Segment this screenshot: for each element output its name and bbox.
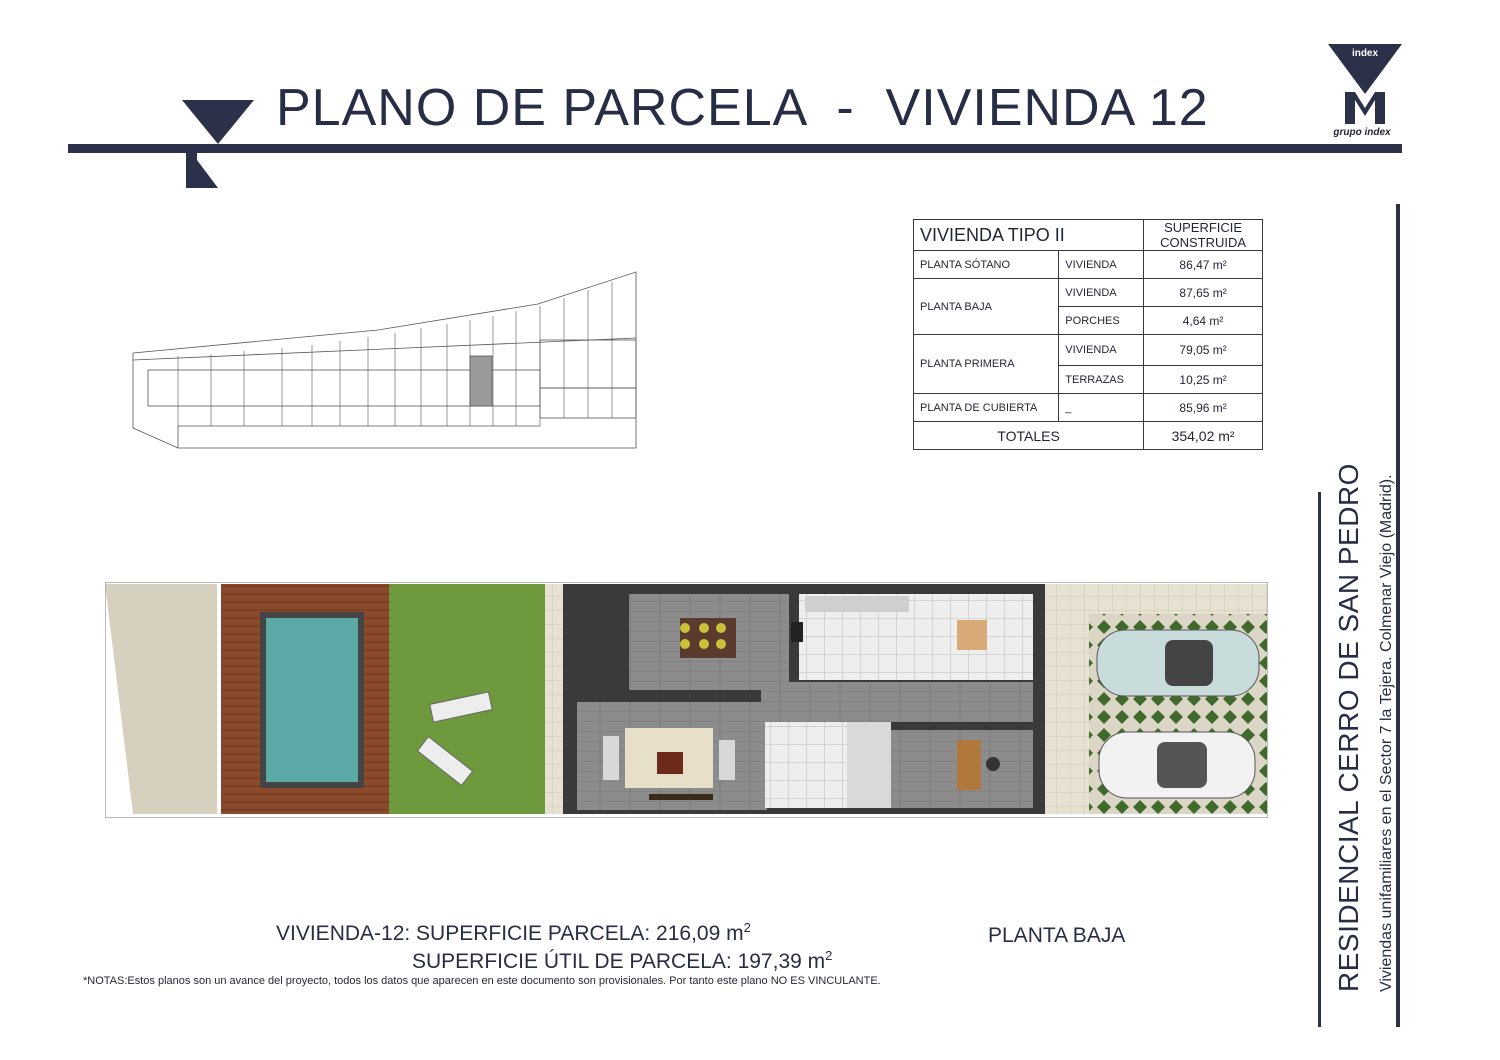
kitchen-counter — [805, 596, 909, 612]
table-row — [914, 335, 1263, 366]
use-cell: PORCHES — [1059, 307, 1144, 335]
sofa — [603, 736, 619, 780]
stairs — [765, 722, 847, 808]
totals-value: 354,02 m² — [1144, 422, 1263, 450]
parcel-surface-unit-exponent: 2 — [743, 920, 751, 935]
area-cell: 79,05 m² — [1144, 335, 1263, 366]
office-chair — [986, 757, 1000, 771]
level-cell: PLANTA BAJA — [914, 279, 1059, 335]
front-porch — [1045, 584, 1067, 814]
area-cell: 85,96 m² — [1144, 394, 1263, 422]
coffee-table — [657, 752, 683, 774]
brand-logo-text: index — [1351, 48, 1379, 59]
parcel-useful-surface — [412, 948, 832, 974]
disclaimer-notes: *NOTAS:Estos planos son un avance del proyecto, todos los datos que aparecen en este documento son provisionales. Por tanto este plano NO ES VINCULANTE. — [83, 975, 881, 987]
totals-label: TOTALES — [914, 422, 1144, 450]
header-rule — [68, 144, 1402, 153]
car-bottom — [1099, 732, 1255, 798]
parcel-useful-unit-exponent: 2 — [825, 948, 833, 963]
column-header: SUPERFICIE CONSTRUIDA — [1144, 220, 1263, 251]
table-title: VIVIENDA TIPO II — [914, 220, 1144, 251]
ground-floor-plan — [105, 582, 1268, 818]
office-desk — [957, 740, 981, 790]
hallway — [761, 682, 1033, 722]
front-paving — [1067, 584, 1267, 614]
car-top — [1097, 630, 1259, 696]
kitchen-table — [957, 620, 987, 650]
area-cell: 86,47 m² — [1144, 251, 1263, 279]
front-paving-side — [1067, 614, 1089, 814]
parcel-surface — [276, 920, 751, 946]
use-cell: VIVIENDA — [1059, 251, 1144, 279]
bathroom — [847, 722, 891, 808]
plan-level-label: PLANTA BAJA — [988, 924, 1126, 947]
table-row — [914, 251, 1263, 279]
surface-table — [913, 219, 1263, 450]
level-cell: PLANTA DE CUBIERTA — [914, 394, 1059, 422]
site-key-plan — [128, 268, 640, 453]
use-cell: _ — [1059, 394, 1144, 422]
area-cell: 10,25 m² — [1144, 366, 1263, 394]
dining-table — [680, 618, 736, 658]
side-rule-inner — [1318, 492, 1321, 1027]
table-row — [914, 279, 1263, 307]
highlighted-plot — [470, 356, 492, 406]
parcel-useful-surface-text: SUPERFICIE ÚTIL DE PARCELA: 197,39 m — [412, 950, 826, 973]
swimming-pool — [266, 618, 358, 782]
parcel-surface-text: VIVIENDA-12: SUPERFICIE PARCELA: 216,09 m — [276, 922, 744, 945]
back-terrace — [545, 584, 563, 814]
armchair — [719, 740, 735, 780]
tv-unit — [649, 794, 713, 800]
level-cell: PLANTA SÓTANO — [914, 251, 1059, 279]
area-cell: 87,65 m² — [1144, 279, 1263, 307]
project-subtitle: Viviendas unifamiliares en el Sector 7 la Tejera. Colmenar Viejo (Madrid). — [1378, 474, 1395, 992]
use-cell: TERRAZAS — [1059, 366, 1144, 394]
project-title: RESIDENCIAL CERRO DE SAN PEDRO — [1333, 463, 1364, 992]
table-header-row — [914, 220, 1263, 251]
level-cell: PLANTA PRIMERA — [914, 335, 1059, 394]
page-title: PLANO DE PARCELA - VIVIENDA 12 — [276, 79, 1209, 137]
side-rule — [1396, 204, 1400, 1027]
brand-name: grupo index — [1333, 127, 1391, 138]
table-row — [914, 394, 1263, 422]
area-cell: 4,64 m² — [1144, 307, 1263, 335]
sidewalk-strip — [105, 584, 217, 814]
cooktop — [791, 622, 803, 642]
use-cell: VIVIENDA — [1059, 279, 1144, 307]
use-cell: VIVIENDA — [1059, 335, 1144, 366]
totals-row — [914, 422, 1263, 450]
